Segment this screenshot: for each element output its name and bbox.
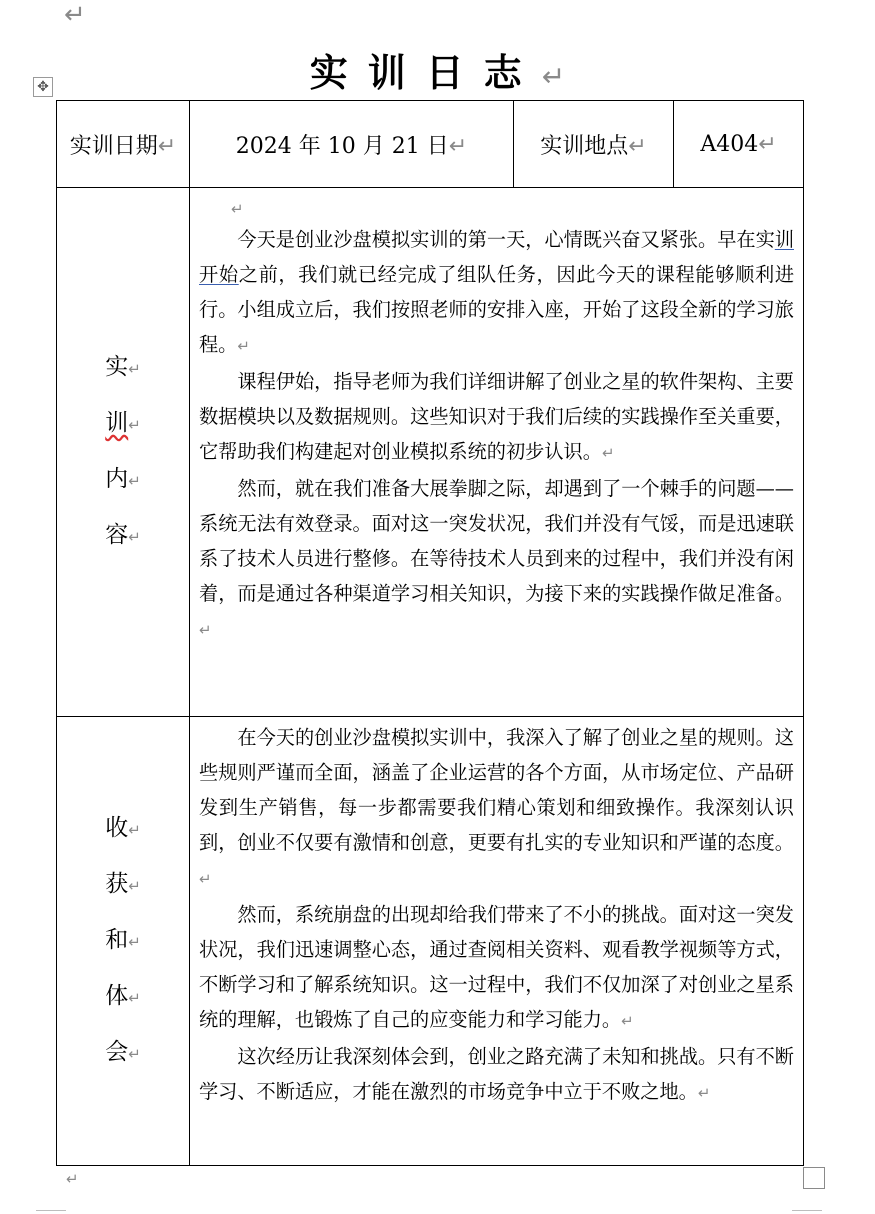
paragraph-mark-icon: ↵ (66, 1170, 79, 1188)
training-log-table (56, 100, 804, 1166)
page-corner-mark (792, 1210, 822, 1211)
content-label-char: 内↵ (105, 466, 141, 492)
reflection-label-char: 获↵ (105, 871, 141, 897)
content-row (57, 188, 804, 717)
paragraph-mark-icon: ↵ (64, 0, 86, 30)
content-label-char: 容↵ (105, 522, 141, 548)
content-paragraph: 然而，就在我们准备大展拳脚之际，却遇到了一个棘手的问题——系统无法有效登录。面对这一突发状况，我们并没有气馁，而是迅速联系了技术人员进行整修。在等待技术人员到来的过程中，我们并没有闲着，而是通过各种渠道学习相关知识，为接下来的实践操作做足准备。↵ (199, 477, 794, 639)
date-label-cell[interactable]: 实训日期↵ (57, 101, 190, 188)
table-move-handle-icon[interactable]: ✥ (33, 77, 53, 97)
content-label-char: 训↵ (105, 410, 141, 436)
content-paragraph: 今天是创业沙盘模拟实训的第一天，心情既兴奋又紧张。早在实训开始之前，我们就已经完成了组队任务，因此今天的课程能够顺利进行。小组成立后，我们按照老师的安排入座，开始了这段全新的学习旅程。↵ (199, 228, 795, 356)
location-label-cell[interactable]: 实训地点↵ (514, 101, 674, 188)
reflection-paragraph: 这次经历让我深刻体会到，创业之路充满了未知和挑战。只有不断学习、不断适应，才能在激烈的市场竞争中立于不败之地。↵ (199, 1045, 794, 1103)
underlined-text: 训开始 (199, 228, 794, 286)
table-resize-handle[interactable] (803, 1167, 825, 1189)
reflection-label-char: 体↵ (105, 983, 141, 1009)
cell-mark-icon: ↵ (448, 133, 468, 159)
cell-mark-icon: ↵ (758, 131, 777, 157)
content-label-char: 实↵ (105, 354, 141, 380)
cell-mark-icon: ↵ (157, 133, 177, 159)
page-corner-mark (36, 1210, 66, 1211)
location-value-cell[interactable]: A404↵ (674, 101, 804, 188)
paragraph-mark-icon: ↵ (541, 60, 566, 93)
paragraph-mark-icon: ↵ (231, 200, 244, 218)
content-text-cell[interactable] (190, 188, 804, 717)
reflection-paragraph: 在今天的创业沙盘模拟实训中，我深入了解了创业之星的规则。这些规则严谨而全面，涵盖了企业运营的各个方面，从市场定位、产品研发到生产销售，每一步都需要我们精心策划和细致操作。我深刻认识到，创业不仅要有激情和创意，更要有扎实的专业知识和严谨的态度。↵ (199, 726, 794, 888)
reflection-paragraph: 然而，系统崩盘的出现却给我们带来了不小的挑战。面对这一突发状况，我们迅速调整心态，通过查阅相关资料、观看教学视频等方式，不断学习和了解系统知识。这一过程中，我们不仅加深了对创业之星系统的理解，也锻炼了自己的应变能力和学习能力。↵ (199, 903, 794, 1031)
date-value-cell[interactable]: 2024 年 10 月 21 日↵ (190, 101, 514, 188)
header-row (57, 101, 804, 188)
reflection-row (57, 717, 804, 1166)
reflection-label-cell[interactable] (57, 717, 190, 1166)
reflection-label-char: 会↵ (105, 1039, 141, 1065)
content-label-cell[interactable] (57, 188, 190, 717)
cell-mark-icon: ↵ (628, 133, 647, 159)
reflection-label-char: 收↵ (105, 815, 141, 841)
reflection-label-char: 和↵ (105, 927, 141, 953)
document-title: 实训日志↵ (309, 50, 566, 95)
reflection-text-cell[interactable] (190, 717, 804, 1166)
content-paragraph: 课程伊始，指导老师为我们详细讲解了创业之星的软件架构、主要数据模块以及数据规则。这些知识对于我们后续的实践操作至关重要，它帮助我们构建起对创业模拟系统的初步认识。↵ (199, 370, 794, 463)
